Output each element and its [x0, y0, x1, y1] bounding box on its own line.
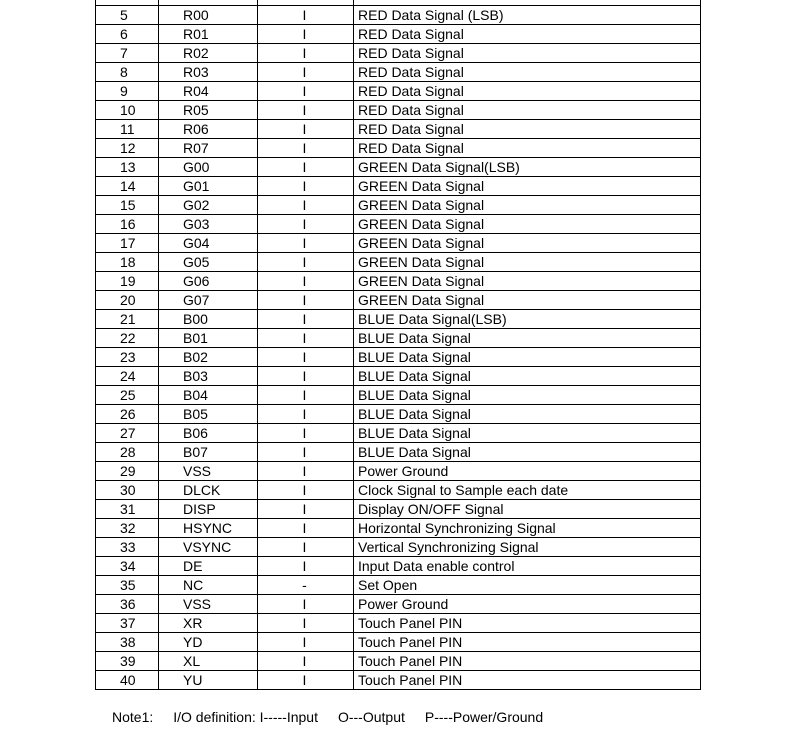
table-row	[96, 291, 701, 310]
pin-io-cell: I	[258, 215, 354, 234]
pin-description-cell: GREEN Data Signal	[354, 272, 701, 291]
pin-io-cell: I	[258, 177, 354, 196]
pin-io-cell: I	[258, 424, 354, 443]
pin-number-cell: 30	[96, 481, 159, 500]
pin-number-cell: 25	[96, 386, 159, 405]
pin-number-cell: 5	[96, 6, 159, 25]
pin-number-cell: 27	[96, 424, 159, 443]
pin-number-cell: 8	[96, 63, 159, 82]
pin-symbol-cell: XL	[159, 652, 258, 671]
pin-description-cell: Power Ground	[354, 462, 701, 481]
pin-io-cell: I	[258, 481, 354, 500]
table-row	[96, 519, 701, 538]
pin-symbol-cell: B04	[159, 386, 258, 405]
pin-number-cell: 37	[96, 614, 159, 633]
pin-symbol-cell: B00	[159, 310, 258, 329]
table-row	[96, 158, 701, 177]
pin-io-cell: I	[258, 291, 354, 310]
pin-description-cell: Set Open	[354, 576, 701, 595]
pin-description-cell: RED Data Signal (LSB)	[354, 6, 701, 25]
pin-number-cell: 22	[96, 329, 159, 348]
pin-number-cell: 10	[96, 101, 159, 120]
pin-io-cell: I	[258, 405, 354, 424]
pin-symbol-cell: R06	[159, 120, 258, 139]
table-row	[96, 424, 701, 443]
pin-description-cell: BLUE Data Signal	[354, 329, 701, 348]
pin-symbol-cell: R02	[159, 44, 258, 63]
pin-description-cell: GREEN Data Signal	[354, 215, 701, 234]
pin-symbol-cell: R00	[159, 6, 258, 25]
table-row	[96, 614, 701, 633]
table-row	[96, 6, 701, 25]
pin-number-cell: 29	[96, 462, 159, 481]
pin-number-cell: 36	[96, 595, 159, 614]
table-row	[96, 443, 701, 462]
pin-description-cell: Power Ground	[354, 595, 701, 614]
pin-number-cell: 16	[96, 215, 159, 234]
table-row	[96, 462, 701, 481]
pin-io-cell: I	[258, 652, 354, 671]
pin-number-cell: 7	[96, 44, 159, 63]
pin-io-cell: I	[258, 139, 354, 158]
table-row	[96, 386, 701, 405]
pin-symbol-cell: G02	[159, 196, 258, 215]
table-row	[96, 671, 701, 690]
pin-io-cell: I	[258, 462, 354, 481]
pin-description-cell: Touch Panel PIN	[354, 633, 701, 652]
pin-description-cell: GREEN Data Signal(LSB)	[354, 158, 701, 177]
pin-description-cell: BLUE Data Signal	[354, 443, 701, 462]
table-row	[96, 500, 701, 519]
pin-io-cell: I	[258, 120, 354, 139]
pin-description-cell: BLUE Data Signal	[354, 386, 701, 405]
pin-io-cell: I	[258, 82, 354, 101]
pin-io-cell: I	[258, 329, 354, 348]
pin-symbol-cell: VSYNC	[159, 538, 258, 557]
pin-number-cell: 9	[96, 82, 159, 101]
pin-number-cell: 13	[96, 158, 159, 177]
pin-io-cell: I	[258, 595, 354, 614]
pin-io-cell: I	[258, 272, 354, 291]
pin-io-cell: I	[258, 386, 354, 405]
table-row	[96, 215, 701, 234]
pin-io-cell: I	[258, 367, 354, 386]
pin-description-cell: Display ON/OFF Signal	[354, 500, 701, 519]
pin-io-cell: I	[258, 310, 354, 329]
pin-number-cell: 28	[96, 443, 159, 462]
table-row	[96, 139, 701, 158]
pin-symbol-cell: B01	[159, 329, 258, 348]
pin-symbol-cell: NC	[159, 576, 258, 595]
pin-io-cell: I	[258, 614, 354, 633]
pin-description-cell: RED Data Signal	[354, 82, 701, 101]
pin-io-cell: -	[258, 576, 354, 595]
pin-table-body	[96, 0, 701, 690]
table-row	[96, 481, 701, 500]
pin-description-cell: GREEN Data Signal	[354, 234, 701, 253]
pin-number-cell: 18	[96, 253, 159, 272]
pin-symbol-cell: G03	[159, 215, 258, 234]
pin-io-cell: I	[258, 196, 354, 215]
pin-io-cell: I	[258, 63, 354, 82]
pin-symbol-cell: G04	[159, 234, 258, 253]
pin-description-cell: RED Data Signal	[354, 44, 701, 63]
pin-symbol-cell: YD	[159, 633, 258, 652]
pin-number-cell: 39	[96, 652, 159, 671]
pin-number-cell: 20	[96, 291, 159, 310]
pin-symbol-cell: B07	[159, 443, 258, 462]
pin-description-cell: BLUE Data Signal	[354, 405, 701, 424]
table-row	[96, 234, 701, 253]
table-row	[96, 348, 701, 367]
table-row	[96, 367, 701, 386]
pin-symbol-cell: R04	[159, 82, 258, 101]
table-row	[96, 63, 701, 82]
table-row	[96, 177, 701, 196]
pin-description-cell: Input Data enable control	[354, 557, 701, 576]
pin-io-cell: I	[258, 44, 354, 63]
table-row	[96, 329, 701, 348]
table-row	[96, 576, 701, 595]
pin-symbol-cell: G06	[159, 272, 258, 291]
pin-number-cell: 32	[96, 519, 159, 538]
pin-number-cell: 40	[96, 671, 159, 690]
pin-description-cell: BLUE Data Signal(LSB)	[354, 310, 701, 329]
pin-description-cell: RED Data Signal	[354, 139, 701, 158]
pin-io-cell: I	[258, 519, 354, 538]
table-row	[96, 196, 701, 215]
pin-symbol-cell: G00	[159, 158, 258, 177]
pin-io-cell: I	[258, 671, 354, 690]
pin-io-cell: I	[258, 158, 354, 177]
pin-number-cell: 38	[96, 633, 159, 652]
table-row	[96, 595, 701, 614]
pin-description-cell: Clock Signal to Sample each date	[354, 481, 701, 500]
pin-number-cell: 19	[96, 272, 159, 291]
pin-symbol-cell: B06	[159, 424, 258, 443]
table-row	[96, 120, 701, 139]
pin-symbol-cell: G07	[159, 291, 258, 310]
pin-symbol-cell: YU	[159, 671, 258, 690]
pin-number-cell: 34	[96, 557, 159, 576]
pin-description-cell: GREEN Data Signal	[354, 177, 701, 196]
pin-io-cell: I	[258, 538, 354, 557]
pin-description-cell: BLUE Data Signal	[354, 348, 701, 367]
pin-symbol-cell: VSS	[159, 462, 258, 481]
pin-symbol-cell: DISP	[159, 500, 258, 519]
pin-number-cell: 24	[96, 367, 159, 386]
pin-description-cell: Touch Panel PIN	[354, 671, 701, 690]
table-row	[96, 538, 701, 557]
pin-number-cell: 15	[96, 196, 159, 215]
pin-symbol-cell: XR	[159, 614, 258, 633]
pin-symbol-cell: HSYNC	[159, 519, 258, 538]
pin-symbol-cell: DE	[159, 557, 258, 576]
pin-number-cell: 35	[96, 576, 159, 595]
pin-symbol-cell: R05	[159, 101, 258, 120]
pin-number-cell: 23	[96, 348, 159, 367]
table-row	[96, 44, 701, 63]
pin-description-cell: GREEN Data Signal	[354, 196, 701, 215]
table-row	[96, 253, 701, 272]
pin-number-cell: 33	[96, 538, 159, 557]
pin-symbol-cell: R07	[159, 139, 258, 158]
pin-description-cell: BLUE Data Signal	[354, 424, 701, 443]
pin-description-cell: Touch Panel PIN	[354, 614, 701, 633]
pin-symbol-cell: R03	[159, 63, 258, 82]
pin-io-cell: I	[258, 101, 354, 120]
pin-symbol-cell: DLCK	[159, 481, 258, 500]
table-row	[96, 652, 701, 671]
pin-description-cell: GREEN Data Signal	[354, 291, 701, 310]
pin-description-cell: Horizontal Synchronizing Signal	[354, 519, 701, 538]
table-row	[96, 25, 701, 44]
pin-io-cell: I	[258, 557, 354, 576]
pin-symbol-cell: B02	[159, 348, 258, 367]
pin-io-cell: I	[258, 443, 354, 462]
pin-symbol-cell: VSS	[159, 595, 258, 614]
pin-symbol-cell: R01	[159, 25, 258, 44]
pin-number-cell: 17	[96, 234, 159, 253]
pin-number-cell: 21	[96, 310, 159, 329]
pin-io-cell: I	[258, 6, 354, 25]
pin-description-cell: BLUE Data Signal	[354, 367, 701, 386]
pin-description-cell: RED Data Signal	[354, 101, 701, 120]
note-power-definition: P----Power/Ground	[424, 709, 544, 725]
io-definition-note	[112, 709, 563, 725]
note-input-definition: I/O definition: I-----Input	[173, 709, 318, 725]
note-label: Note1:	[112, 709, 154, 725]
pin-number-cell: 12	[96, 139, 159, 158]
pin-io-cell: I	[258, 234, 354, 253]
pin-description-cell: RED Data Signal	[354, 120, 701, 139]
pin-io-cell: I	[258, 253, 354, 272]
note-output-definition: O---Output	[337, 709, 405, 725]
table-row	[96, 557, 701, 576]
pin-number-cell: 11	[96, 120, 159, 139]
pin-description-cell: Vertical Synchronizing Signal	[354, 538, 701, 557]
pin-io-cell: I	[258, 348, 354, 367]
table-row	[96, 633, 701, 652]
pin-description-cell: Touch Panel PIN	[354, 652, 701, 671]
pin-number-cell: 26	[96, 405, 159, 424]
pin-io-cell: I	[258, 25, 354, 44]
pin-description-cell: RED Data Signal	[354, 25, 701, 44]
pin-description-cell: GREEN Data Signal	[354, 253, 701, 272]
table-row	[96, 405, 701, 424]
pin-symbol-cell: B03	[159, 367, 258, 386]
table-row	[96, 101, 701, 120]
pin-number-cell: 31	[96, 500, 159, 519]
table-row	[96, 82, 701, 101]
table-row	[96, 272, 701, 291]
pin-io-cell: I	[258, 633, 354, 652]
pin-symbol-cell: G05	[159, 253, 258, 272]
pin-definition-table	[95, 0, 701, 690]
pin-number-cell: 6	[96, 25, 159, 44]
pin-number-cell: 14	[96, 177, 159, 196]
pin-symbol-cell: B05	[159, 405, 258, 424]
table-row	[96, 310, 701, 329]
pin-io-cell: I	[258, 500, 354, 519]
pin-description-cell: RED Data Signal	[354, 63, 701, 82]
pin-symbol-cell: G01	[159, 177, 258, 196]
